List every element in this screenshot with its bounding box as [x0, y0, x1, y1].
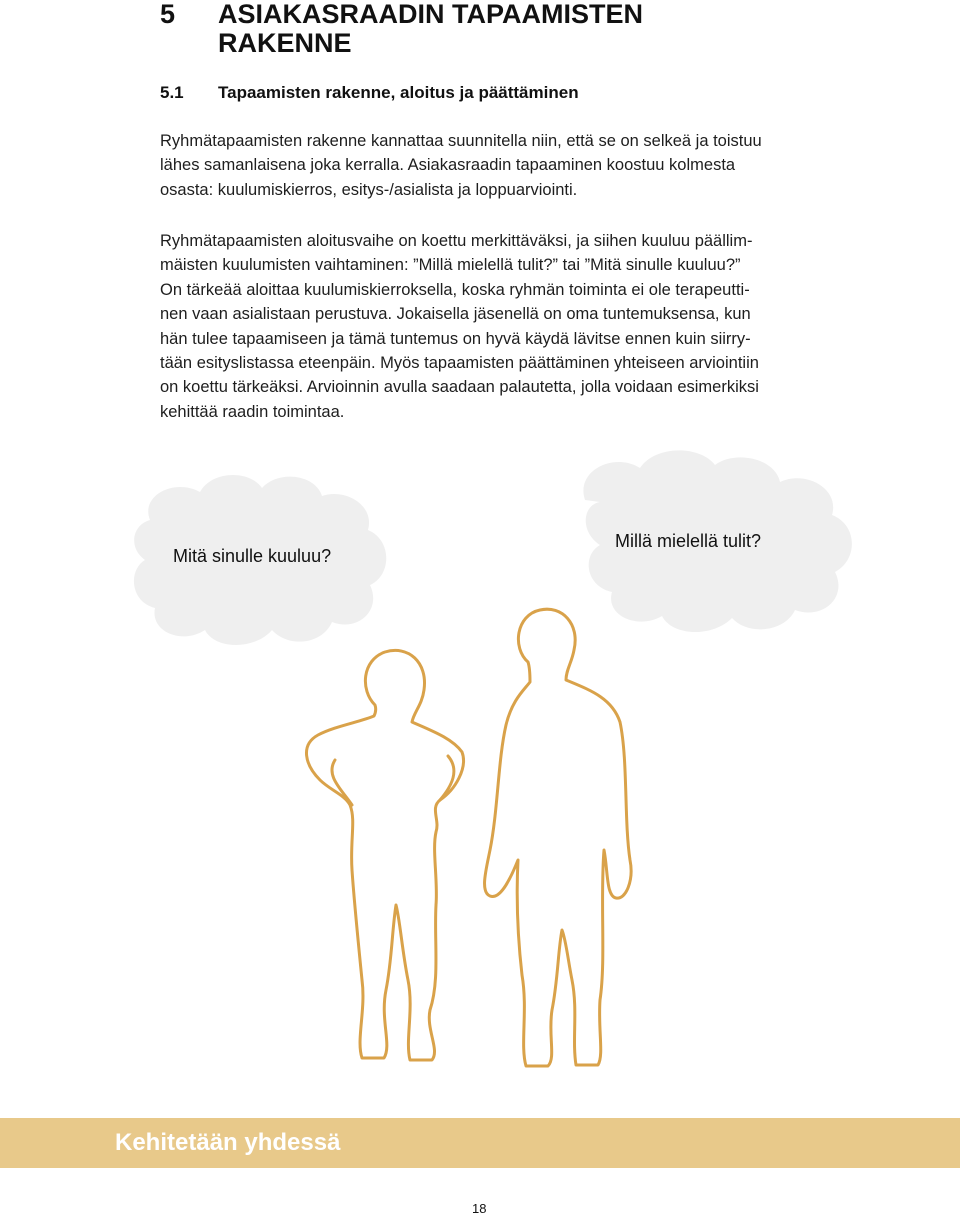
- paragraph-structure: Ryhmätapaamisten rakenne kannattaa suunnitella niin, että se on selkeä ja toistuu lähes samanlaisena joka kerralla. Asiakasraadin tapaaminen koostuu kolmesta osasta: kuulumiskierros, esitys-/asialista ja loppuarviointi.: [160, 132, 762, 199]
- section-number: 5.1: [160, 83, 184, 102]
- person-left-outline: [306, 650, 463, 1060]
- chapter-title: ASIAKASRAADIN TAPAAMISTEN RAKENNE: [218, 0, 643, 58]
- section-title: Tapaamisten rakenne, aloitus ja päättäminen: [218, 83, 579, 102]
- bubble-right-text: Millä mielellä tulit?: [615, 531, 762, 551]
- section-heading: [160, 83, 579, 103]
- footer-band: [0, 1118, 960, 1168]
- two-people-illustration: [0, 440, 960, 1080]
- page-number: 18: [472, 1201, 487, 1216]
- paragraph-opening-phase: Ryhmätapaamisten aloitusvaihe on koettu merkittäväksi, ja siihen kuuluu päällim- mäisten kuulumisten vaihtaminen: ”Millä mielellä tulit?” tai ”Mitä sinulle kuuluu?” On tärkeää aloittaa kuulumiskierroksella, koska ryhmän toiminta ei ole terapeutti- nen vaan asialistaan perustuva. Jokaisella jäsenellä on oma tuntemuksensa, kun hän tulee tapaamiseen ja tämä tuntemus on hyvä käydä lävitse ennen kuin siirry- tään esityslistassa eteenpäin. Myös tapaamisten päättäminen yhteiseen arviointiin on koettu tärkeäksi. Arvioinnin avulla saadaan palautetta, jolla voidaan esimerkiksi kehittää raadin toimintaa.: [160, 232, 759, 421]
- chapter-number: 5: [160, 0, 176, 29]
- person-right-outline: [485, 609, 632, 1066]
- bubble-left-text: Mitä sinulle kuuluu?: [173, 546, 332, 566]
- footer-title: Kehitetään yhdessä: [115, 1129, 341, 1156]
